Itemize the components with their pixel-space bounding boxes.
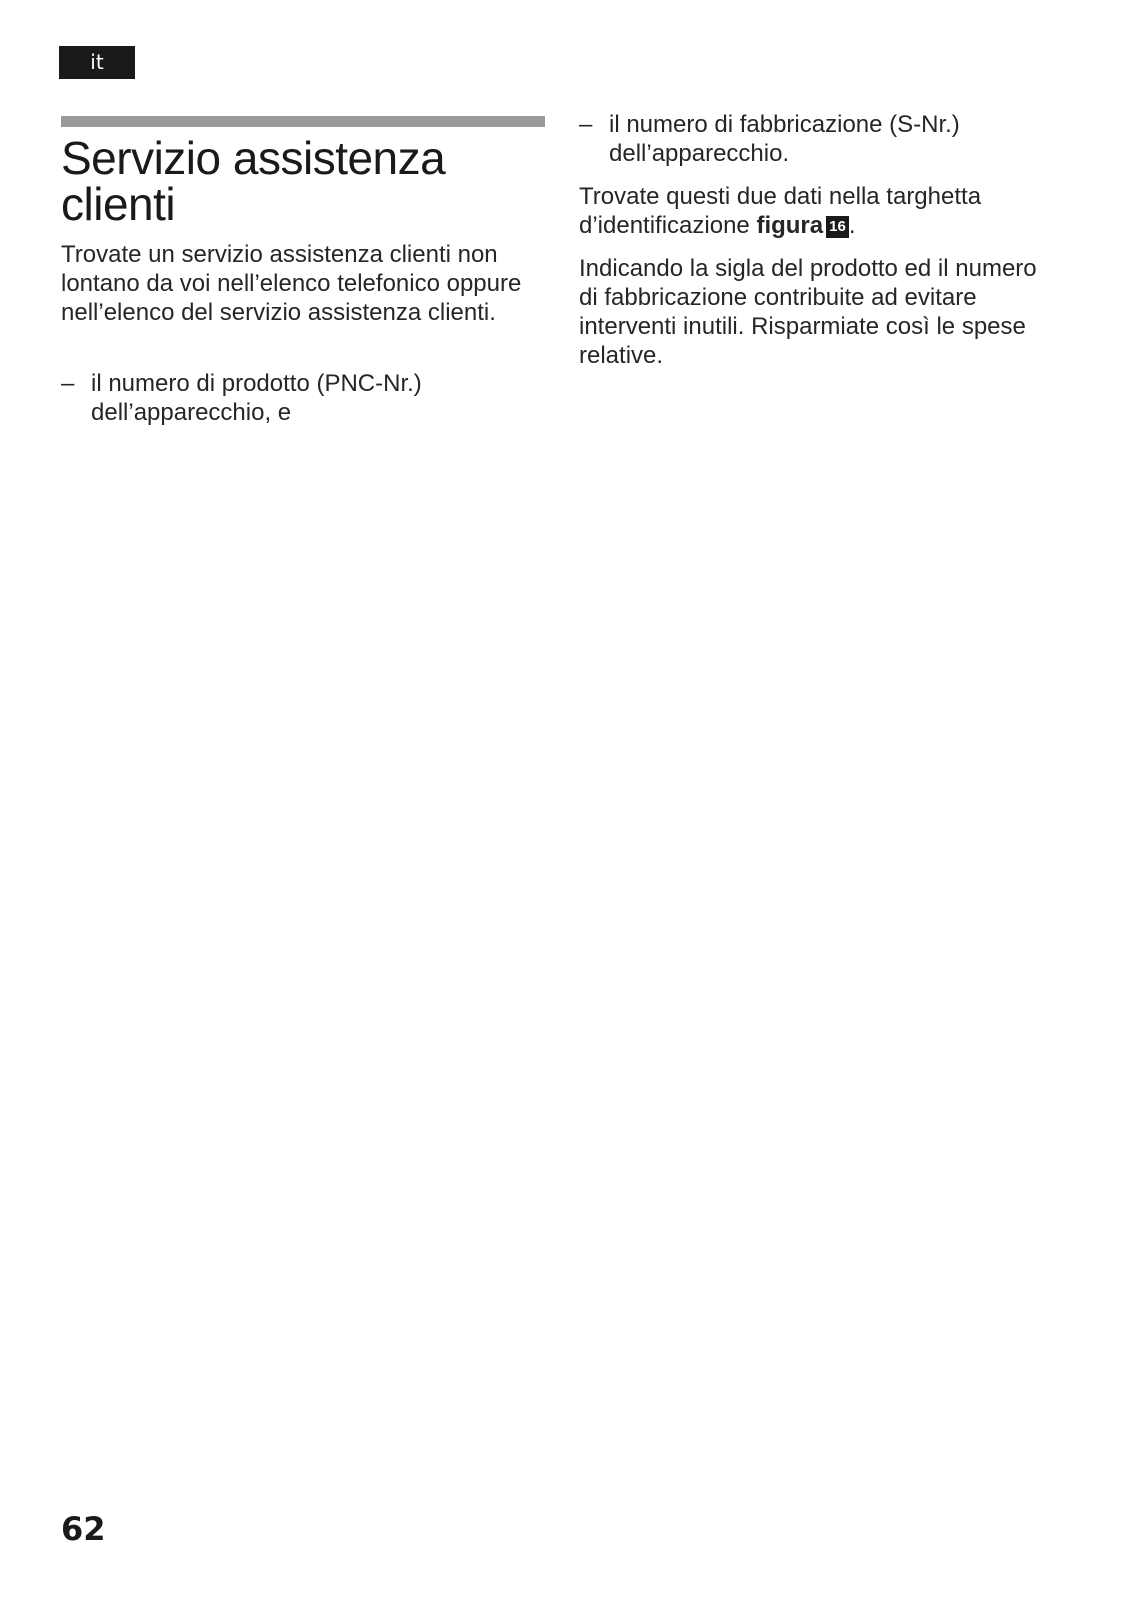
list-item-serial-number: [579, 110, 1039, 168]
page-title: Servizio assistenza clienti: [61, 132, 446, 230]
service-info-paragraph: Indicando la sigla del prodotto ed il numero di fabbricazione contribuite ad evitare interventi inutili. Risparmiate così le spese relative.: [579, 255, 1037, 369]
figure-reference-label: figura: [756, 212, 824, 239]
list-item-text: il numero di prodotto (PNC-Nr.) dell’apparecchio, e: [91, 370, 422, 426]
rating-plate-text: Trovate questi due dati nella targhetta d’identificazione: [579, 183, 982, 239]
rating-plate-paragraph: [579, 182, 1039, 240]
page-number: 62: [61, 1510, 106, 1548]
list-item-text: il numero di fabbricazione (S-Nr.) dell’apparecchio.: [609, 111, 960, 167]
intro-paragraph: Trovate un servizio assistenza clienti non lontano da voi nell’elenco telefonico oppure nell’elenco del servizio assistenza clienti.: [61, 241, 522, 326]
figure-number-badge: 16: [826, 216, 849, 238]
list-dash: –: [579, 111, 593, 138]
section-rule: [61, 116, 545, 127]
list-item-product-number: [61, 369, 536, 427]
list-dash: –: [61, 370, 75, 397]
sentence-end: .: [848, 212, 856, 239]
language-tag: it: [59, 46, 135, 79]
